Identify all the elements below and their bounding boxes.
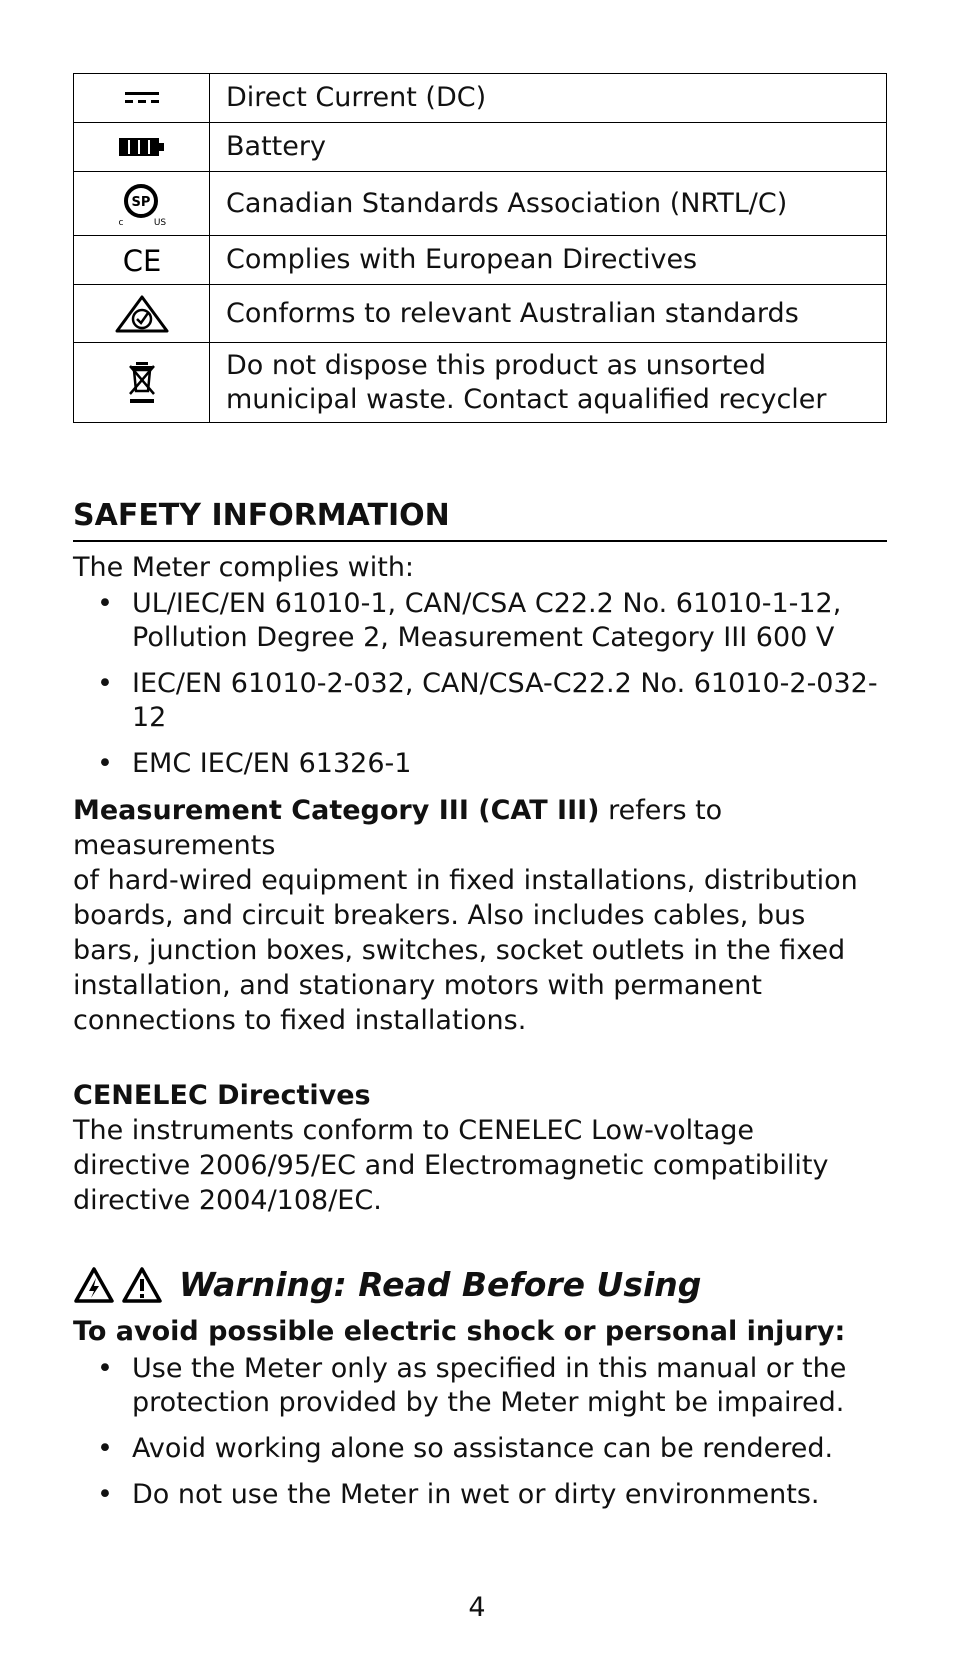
caution-icon <box>121 1266 163 1304</box>
symbol-description: Complies with European Directives <box>210 236 887 285</box>
battery-icon <box>118 136 166 158</box>
cenelec-paragraph: The instruments conform to CENELEC Low-voltage directive 2006/95/EC and Electromagnetic compatibility directive 2004/108/EC. <box>73 1115 829 1216</box>
list-item: • UL/IEC/EN 61010-1, CAN/CSA C22.2 No. 61010-1-12, Pollution Degree 2, Measurement Category III 600 V <box>132 587 887 655</box>
symbol-description: Conforms to relevant Australian standards <box>210 285 887 343</box>
weee-bin-icon <box>125 360 159 406</box>
direct-current-icon <box>124 90 160 106</box>
standards-list <box>73 587 887 781</box>
table-row <box>74 123 887 172</box>
list-item: • EMC IEC/EN 61326-1 <box>132 747 887 781</box>
rcm-mark-icon <box>114 294 170 334</box>
table-row <box>74 172 887 236</box>
svg-text:c: c <box>118 217 123 227</box>
table-row <box>74 236 887 285</box>
ce-mark-icon <box>120 244 164 276</box>
svg-text:SP: SP <box>131 194 150 210</box>
symbol-description: Do not dispose this product as unsorted municipal waste. Contact aqualified recycler <box>210 343 887 423</box>
warning-heading <box>73 1265 887 1305</box>
svg-text:US: US <box>153 217 166 227</box>
safety-information-heading: SAFETY INFORMATION <box>73 498 887 542</box>
list-item: • IEC/EN 61010-2-032, CAN/CSA-C22.2 No. 61010-2-032-12 <box>132 667 887 735</box>
symbol-cell <box>74 74 210 123</box>
list-item: • Do not use the Meter in wet or dirty environments. <box>132 1478 887 1512</box>
list-item: • Use the Meter only as specified in this manual or the protection provided by the Meter might be impaired. <box>132 1352 887 1420</box>
table-row <box>74 74 887 123</box>
symbol-description: Direct Current (DC) <box>210 74 887 123</box>
shock-hazard-icon <box>73 1266 115 1304</box>
symbols-table <box>73 73 887 423</box>
cat-iii-term: Measurement Category III (CAT III) <box>73 795 600 826</box>
warning-lead: To avoid possible electric shock or personal injury: <box>73 1316 846 1347</box>
symbol-cell <box>74 343 210 423</box>
symbol-cell <box>74 236 210 285</box>
list-item: • Avoid working alone so assistance can be rendered. <box>132 1432 887 1466</box>
symbol-cell <box>74 172 210 236</box>
symbol-cell <box>74 285 210 343</box>
table-row <box>74 285 887 343</box>
cenelec-heading: CENELEC Directives <box>73 1080 371 1111</box>
svg-text:CE: CE <box>122 244 161 276</box>
warning-title: Warning: Read Before Using <box>179 1265 702 1304</box>
page-number: 4 <box>468 1592 486 1623</box>
table-row <box>74 343 887 423</box>
compliance-intro: The Meter complies with: <box>73 552 415 583</box>
csa-mark-icon <box>114 181 170 227</box>
warning-list <box>73 1352 887 1512</box>
symbol-description: Canadian Standards Association (NRTL/C) <box>210 172 887 236</box>
cat-iii-paragraph: Measurement Category III (CAT III) refers to measurements of hard-wired equipment in fixed installations, distribution boards, and circuit breakers. Also includes cables, bus bars, junction boxes, switches, socket outlets in the fixed installation, and stationary motors with permanent connections to fixed installations. <box>73 795 858 1036</box>
manual-page <box>73 73 887 1524</box>
symbol-description: Battery <box>210 123 887 172</box>
symbol-cell <box>74 123 210 172</box>
